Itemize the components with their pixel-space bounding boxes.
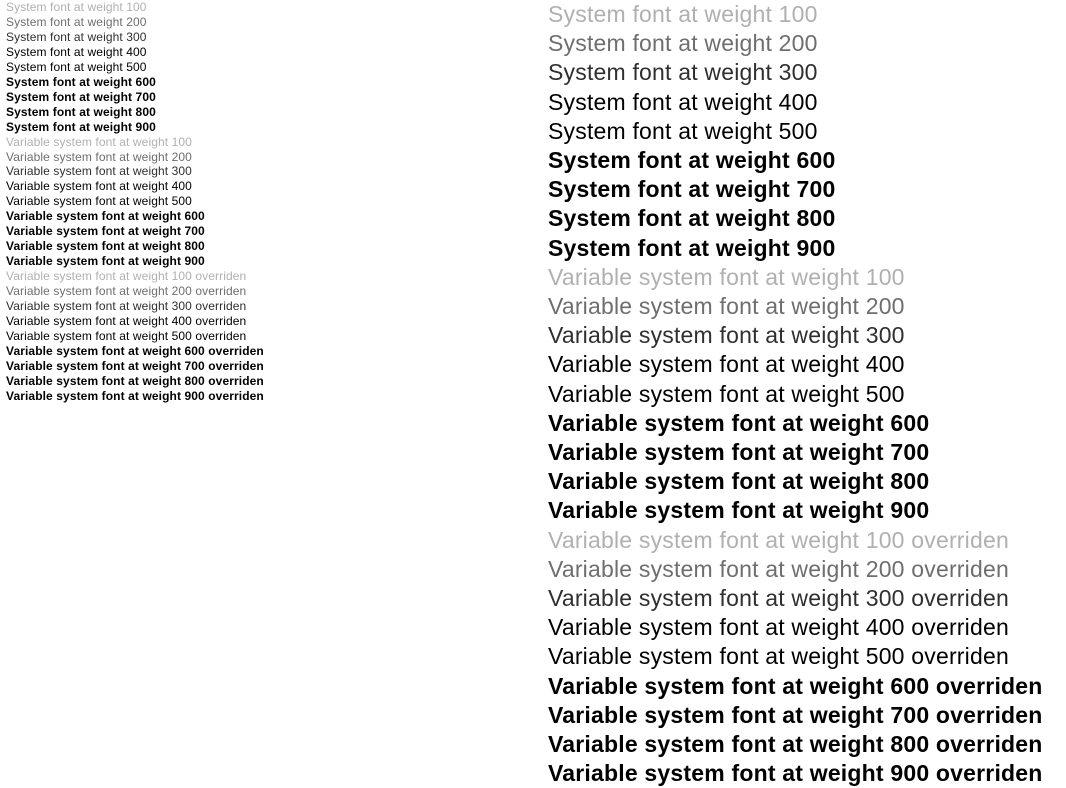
specimen-line: Variable system font at weight 700 overriden [6,358,264,373]
specimen-line: Variable system font at weight 400 [6,179,192,194]
specimen-line: Variable system font at weight 300 overriden [548,585,1009,612]
specimen-line: Variable system font at weight 200 [548,293,905,320]
specimen-line: Variable system font at weight 100 overriden [548,526,1009,553]
specimen-line: Variable system font at weight 300 overriden [6,299,247,314]
specimen-line: System font at weight 900 [548,234,836,261]
specimen-line: Variable system font at weight 900 overriden [548,760,1043,787]
specimen-line: Variable system font at weight 600 [548,409,930,436]
specimen-line: System font at weight 600 [6,74,156,89]
specimen-line: Variable system font at weight 900 overriden [6,388,264,403]
specimen-line: System font at weight 100 [548,1,818,27]
specimen-line: System font at weight 300 [6,29,147,44]
specimen-line: Variable system font at weight 400 overriden [6,314,247,329]
specimen-line: Variable system font at weight 500 [6,194,192,209]
specimen-line: System font at weight 800 [6,104,156,119]
specimen-line: Variable system font at weight 800 overriden [548,731,1043,758]
specimen-line: Variable system font at weight 600 overriden [6,343,264,358]
specimen-line: System font at weight 600 [548,147,836,174]
specimen-line: Variable system font at weight 500 overriden [548,643,1009,670]
specimen-line: Variable system font at weight 800 [548,468,930,495]
specimen-line: Variable system font at weight 300 [6,164,192,179]
specimen-line: Variable system font at weight 500 [548,380,905,407]
specimen-line: System font at weight 900 [6,119,156,134]
specimen-line: Variable system font at weight 700 [6,224,205,239]
specimen-line: System font at weight 700 [6,89,156,104]
specimen-line: Variable system font at weight 600 overriden [548,672,1043,699]
specimen-line: Variable system font at weight 200 overriden [548,555,1009,582]
specimen-line: Variable system font at weight 400 [548,351,905,378]
specimen-line: Variable system font at weight 800 overriden [6,373,264,388]
large-scale-column [548,0,1060,788]
specimen-line: Variable system font at weight 100 [548,263,905,290]
specimen-line: Variable system font at weight 200 [6,149,192,164]
specimen-line: System font at weight 800 [548,205,836,232]
specimen-line: Variable system font at weight 100 [6,134,192,149]
specimen-line: System font at weight 400 [6,44,147,59]
specimen-line: System font at weight 500 [548,117,818,144]
specimen-line: Variable system font at weight 900 [6,254,205,269]
specimen-line: Variable system font at weight 100 overriden [6,269,247,284]
specimen-line: Variable system font at weight 700 overriden [548,701,1043,728]
specimen-line: System font at weight 200 [6,14,147,29]
specimen-line: Variable system font at weight 500 overriden [6,328,247,343]
specimen-line: Variable system font at weight 400 overriden [548,614,1009,641]
specimen-line: System font at weight 100 [6,0,147,14]
specimen-line: Variable system font at weight 900 [548,497,930,524]
small-scale-column [6,0,526,404]
specimen-line: System font at weight 200 [548,30,818,57]
specimen-line: System font at weight 700 [548,176,836,203]
specimen-line: Variable system font at weight 300 [548,322,905,349]
specimen-line: Variable system font at weight 700 [548,439,930,466]
specimen-line: System font at weight 400 [548,88,818,115]
specimen-line: Variable system font at weight 800 [6,239,205,254]
specimen-line: System font at weight 300 [548,59,818,86]
specimen-line: Variable system font at weight 200 overriden [6,284,247,299]
specimen-line: Variable system font at weight 600 [6,209,205,224]
specimen-line: System font at weight 500 [6,59,147,74]
